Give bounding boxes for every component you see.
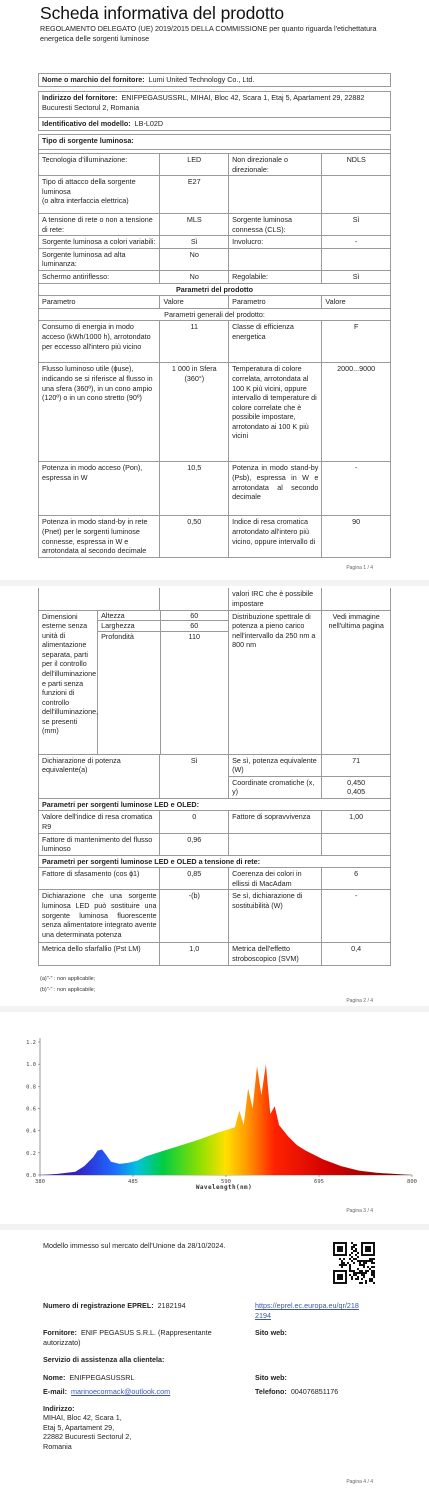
table-row: Fattore di mantenimento del flusso luminoso 0,96: [39, 833, 391, 855]
dimensions-cell: Dimensioni esterne senza unità di alimentazione separata, parti per il controllo dell'illuminazione e parti senza funzioni di controllo dell'illuminazione, se presenti (mm) Altezza 60 Larghezza 60 Profondità 110: [39, 610, 229, 754]
table-row: Dichiarazione che una sorgente luminosa LED può sostituire una sorgente luminosa fluorescente senza alimentatore integrato avente una determinata potenza -(b) Se sì, dichiarazione di sostituibilità (W) -: [39, 890, 391, 943]
table-row: Consumo di energia in modo acceso (kWh/1000 h), arrotondato per eccesso all'intero più vicino 11 Classe di efficienza energetica F: [39, 321, 391, 363]
eprel-row: Numero di registrazione EPREL: 2182194: [43, 1301, 186, 1310]
address-label: Indirizzo:: [43, 1404, 75, 1413]
table-row: Dichiarazione di potenza equivalente(a) Sì Se sì, potenza equivalente (W) 71: [39, 754, 391, 776]
y-tick-label: 1.2: [26, 1040, 36, 1046]
source-type-heading: Tipo di sorgente luminosa:: [39, 135, 391, 150]
supplier-name-cell: Nome o marchio del fornitore: Lumi United Technology Co., Ltd.: [39, 74, 391, 87]
page-number: Pagina 1 / 4: [346, 565, 373, 571]
page-4: [0, 1230, 429, 1500]
table-row: Fattore di sfasamento (cos ɸ1) 0,85 Coerenza dei colori in ellissi di MacAdam 6: [39, 868, 391, 890]
table-row: Dimensioni esterne senza unità di alimentazione separata, parti per il controllo dell'illuminazione e parti senza funzioni di controllo dell'illuminazione, se presenti (mm) Altezza 60 Larghezza 60 Profondità 110 Distribuzione spettrale di potenza a pieno carico nell'intervallo da 250 nm a 800 nm Vedi immagine nell'ultima pagina: [39, 610, 391, 754]
x-tick-label: 695: [314, 1179, 324, 1185]
source-type-table: [38, 134, 391, 558]
table-row: Sorgente luminosa ad alta luminanza: No: [39, 248, 391, 270]
market-date-text: Modello immesso sul mercato dell'Unione da 28/10/2024.: [43, 1241, 226, 1250]
page-number: Pagina 2 / 4: [346, 998, 373, 1004]
table-row: Metrica dello sfarfallio (Pst LM) 1,0 Metrica dell'effetto stroboscopico (SVM) 0,4: [39, 943, 391, 965]
x-tick-label: 380: [35, 1179, 45, 1185]
customer-service-heading: Servizio di assistenza alla clientela:: [43, 1355, 165, 1364]
mains-params-heading: Parametri per sorgenti luminose LED e OLED a tensione di rete:: [39, 855, 391, 868]
x-tick-label: 800: [407, 1179, 417, 1185]
table-row: A tensione di rete o non a tensione di rete: MLS Sorgente luminosa connessa (CLS): Sì: [39, 214, 391, 236]
product-params-heading: Parametri del prodotto: [39, 283, 391, 296]
column-header-row: Parametro Valore Parametro Valore: [39, 296, 391, 309]
y-tick-label: 0.0: [26, 1173, 36, 1179]
model-cell: Identificativo del modello: LB-L02D: [39, 118, 391, 131]
y-tick-label: 0.6: [26, 1106, 36, 1113]
supplier-address-cell: Indirizzo del fornitore: ENIFPEGASUSSRL, MIHAI, Bloc 42, Scara 1, Etaj 5, Apartament 29, 22882 Bucuresti Sectorul 2, Romania: [39, 92, 391, 118]
continuation-table: [38, 588, 391, 966]
y-tick-label: 1.0: [26, 1062, 36, 1069]
y-tick-label: 0.2: [26, 1150, 36, 1157]
spectrum-area: [40, 1064, 412, 1175]
page-1: [0, 0, 429, 580]
y-tick-label: 0.4: [26, 1128, 36, 1135]
regulation-intro: REGOLAMENTO DELEGATO (UE) 2019/2015 DELLA COMMISSIONE per quanto riguarda l'etichettatura energetica delle sorgenti luminose: [40, 24, 377, 43]
table-row: Coordinate cromatiche (x, y) 0,450 0,405: [39, 776, 391, 798]
supplier-table: [38, 73, 391, 87]
general-params-heading: Parametri generali del prodotto:: [39, 308, 391, 321]
email-row: E-mail: marinoecormack@outlook.com: [43, 1387, 171, 1396]
led-params-heading: Parametri per sorgenti luminose LED e OLED:: [39, 798, 391, 811]
name-row: Nome: ENIFPEGASUSSRL: [43, 1373, 135, 1382]
email-link[interactable]: marinoecormack@outlook.com: [70, 1387, 171, 1396]
x-tick-label: 485: [128, 1179, 138, 1185]
footnote-b: (b)"-" : non applicabile;: [40, 987, 96, 993]
y-tick-label: 0.8: [26, 1084, 36, 1091]
table-row: Valore dell'indice di resa cromatica R9 0 Fattore di sopravvivenza 1,00: [39, 811, 391, 833]
website-label-2: Sito web:: [255, 1373, 287, 1382]
page-title: Scheda informativa del prodotto: [40, 3, 284, 23]
page-number: Pagina 4 / 4: [346, 1479, 373, 1485]
page-2: [0, 586, 429, 1006]
website-label: Sito web:: [255, 1328, 287, 1337]
phone-row: Telefono: 004076851176: [255, 1387, 339, 1396]
page-number: Pagina 3 / 4: [346, 1208, 373, 1214]
eprel-link[interactable]: https://eprel.ec.europa.eu/qr/2182194: [255, 1301, 359, 1320]
x-tick-label: 590: [221, 1179, 231, 1185]
spectrum-chart: [0, 1012, 429, 1212]
table-row: Tipo di attacco della sorgente luminosa (o altra interfaccia elettrica) E27: [39, 176, 391, 214]
x-axis-label: Wavelength(nm): [195, 1184, 253, 1191]
table-row: Potenza in modo stand-by in rete (Pnet) per le sorgenti luminose connesse, espressa in W e arrotondata al secondo decimale 0,50 Indice di resa cromatica arrotondato all'intero più vicino, oppure intervallo di 90: [39, 516, 391, 557]
table-row: Sorgente luminosa a colori variabili: Sì Involucro: -: [39, 236, 391, 249]
table-row: Tecnologia d'illuminazione: LED Non direzionale o direzionale: NDLS: [39, 154, 391, 176]
supplier-row: Fornitore: ENIF PEGASUS S.R.L. (Rappresentante autorizzato): [43, 1328, 212, 1347]
table-row: Schermo antiriflesso: No Regolabile: Sì: [39, 271, 391, 284]
address-value: MIHAI, Bloc 42, Scara 1, Etaj 5, Apartament 29, 22882 Bucuresti Sectorul 2, Romania: [43, 1413, 132, 1451]
qr-code-icon[interactable]: [333, 1242, 375, 1284]
footnote-a: (a)"-" : non applicabile;: [40, 976, 96, 982]
table-row: Flusso luminoso utile (ɸuse), indicando se si riferisce al flusso in una sfera (360º), in un cono ampio (120º) o in un cono stretto (90º) 1 000 in Sfera (360°) Temperatura di colore correlata, arrotondata al 100 K più vicini, oppure intervallo di temperature di colore correlate che è possibile impostare, arrotondato ai 100 K più vicini 2000...9000: [39, 363, 391, 462]
table-row: Potenza in modo acceso (Pon), espressa in W 10,5 Potenza in modo stand-by (Psb), espressa in W e arrotondata al secondo decimale -: [39, 462, 391, 516]
address-table: [38, 91, 391, 131]
table-row: valori IRC che è possibile impostare: [39, 588, 391, 610]
page-3: [0, 1012, 429, 1224]
